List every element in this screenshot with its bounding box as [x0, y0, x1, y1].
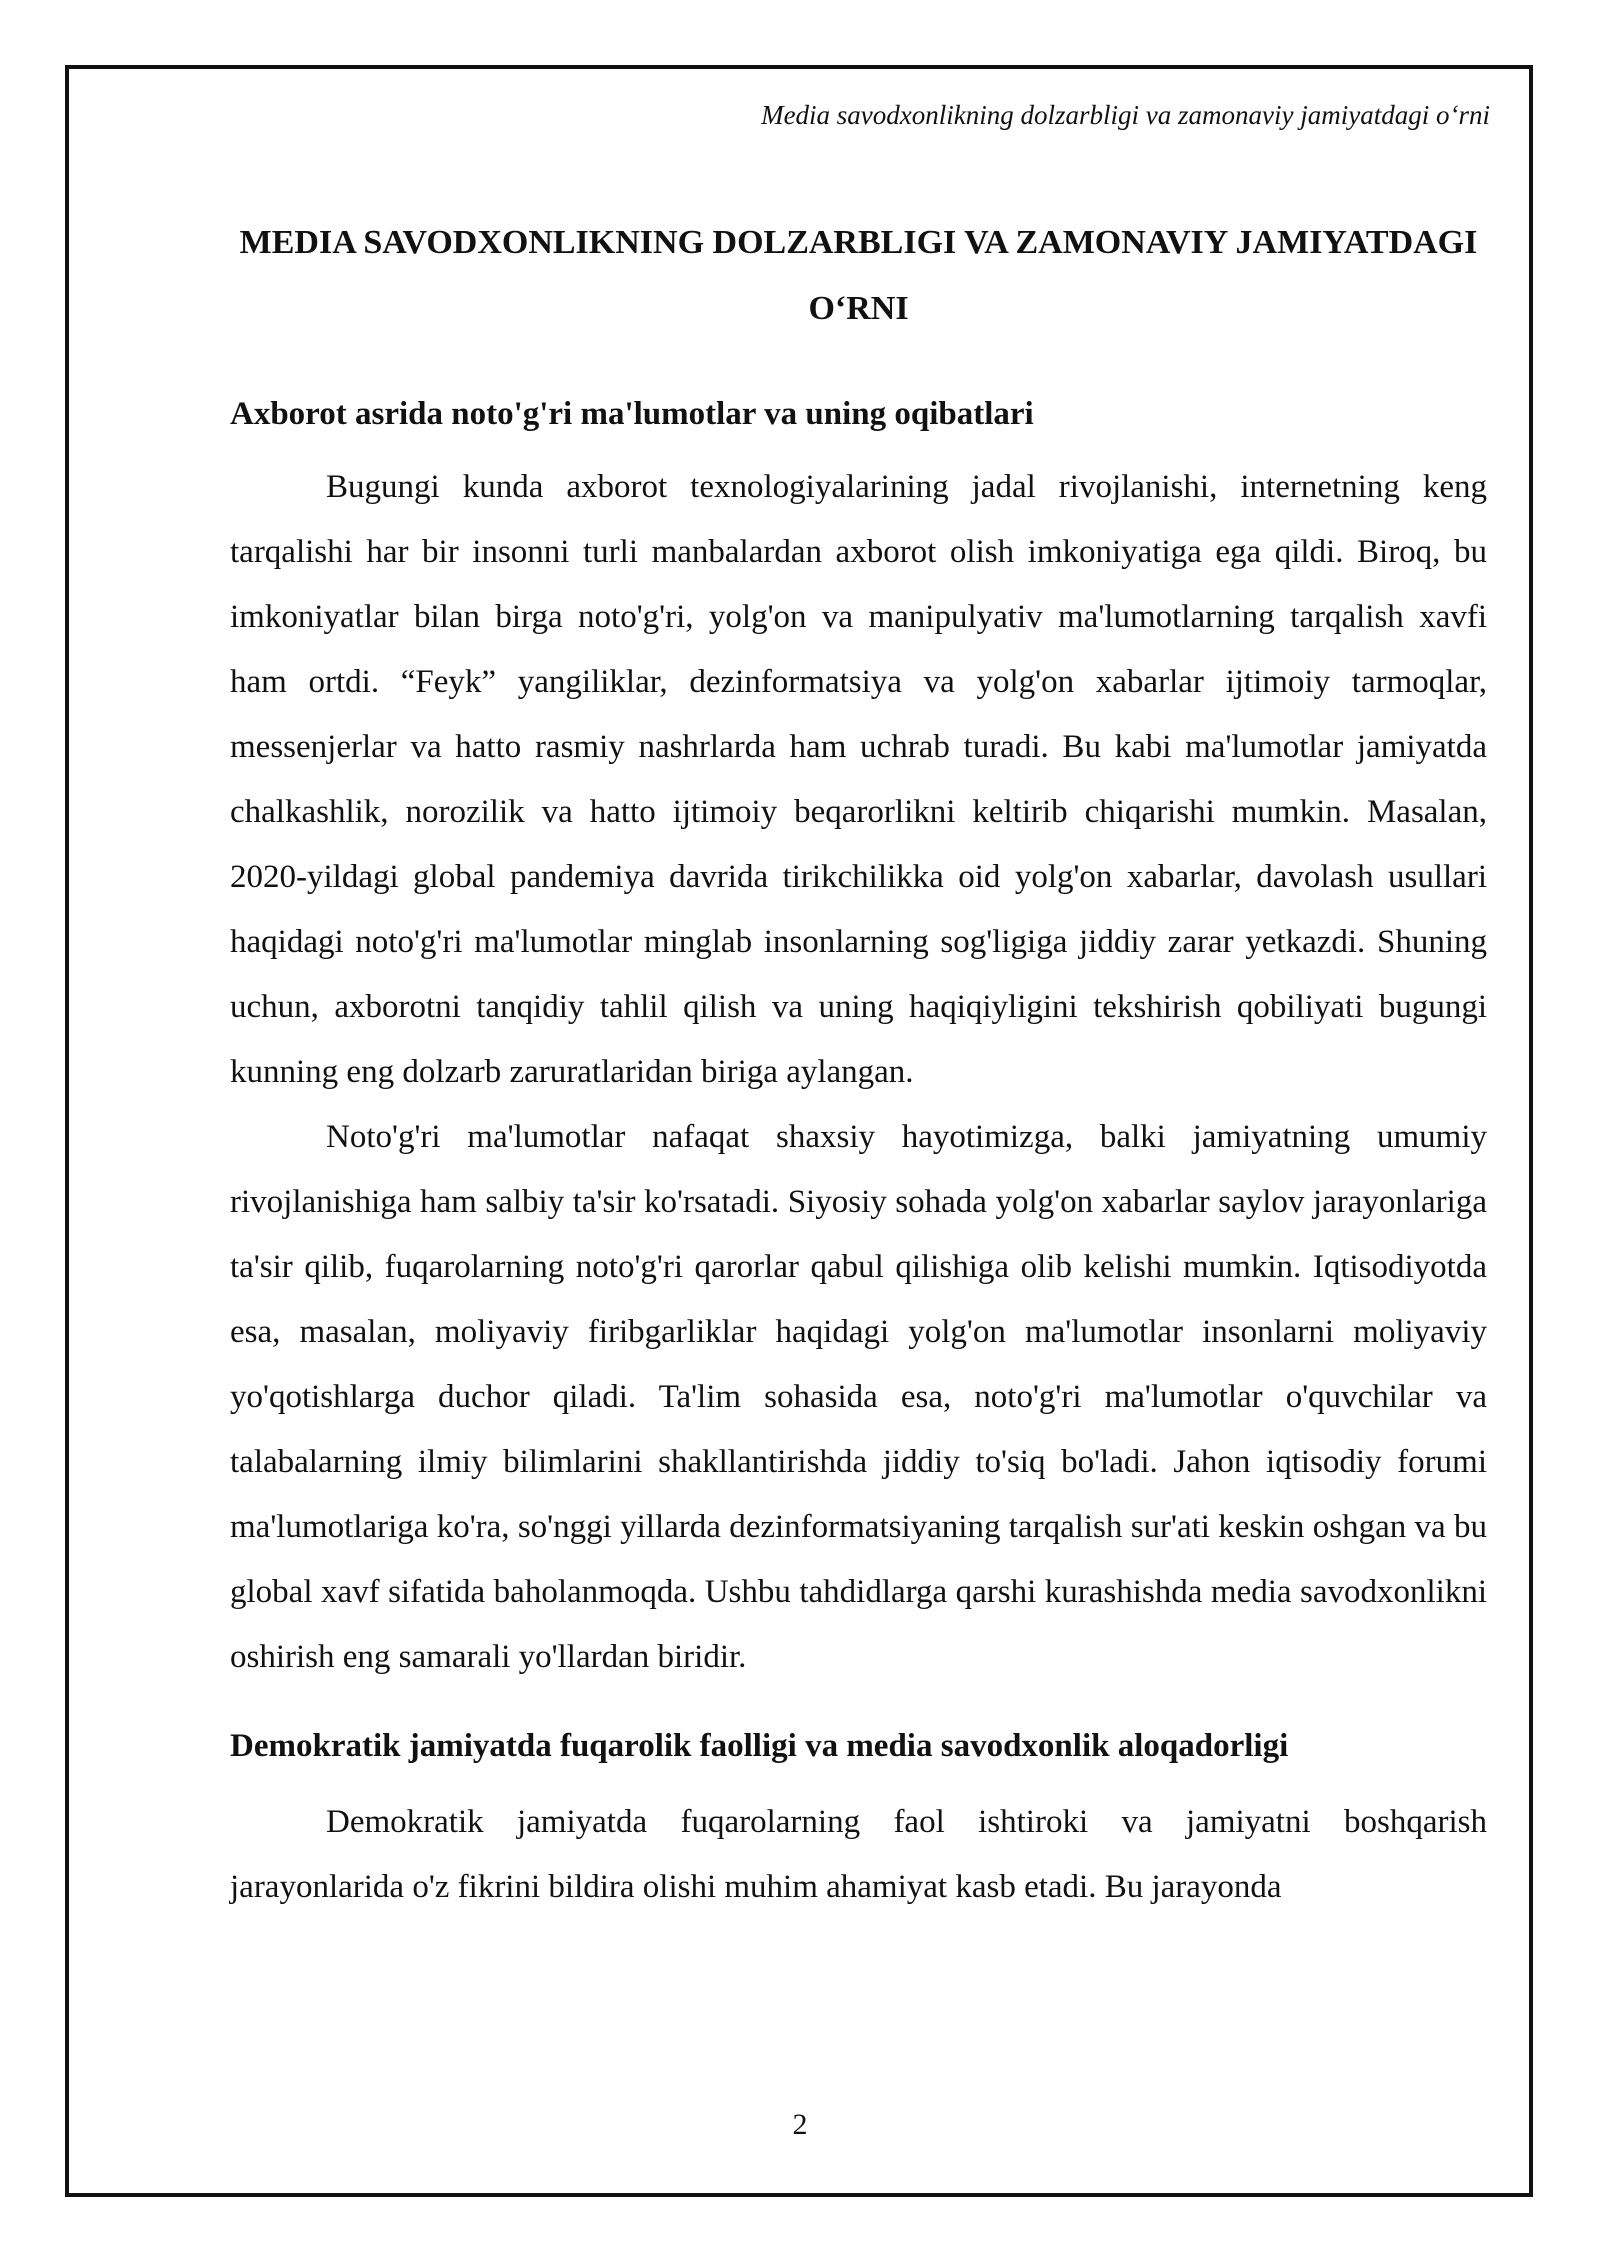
paragraph: Demokratik jamiyatda fuqarolarning faol ishtiroki va jamiyatni boshqarish jarayonlarida o'z fikrini bildira olishi muhim ahamiyat kasb etadi. Bu jarayonda — [230, 1804, 1487, 1905]
document-body — [230, 210, 1487, 1920]
paragraph: Noto'g'ri ma'lumotlar nafaqat shaxsiy hayotimizga, balki jamiyatning umumiy rivojlanishiga ham salbiy ta'sir ko'rsatadi. Siyosiy sohada yolg'on xabarlar saylov jarayonlariga ta'sir qilib, fuqarolarning noto'g'ri qarorlar qabul qilishiga olib kelishi mumkin. Iqtisodiyotda esa, masalan, moliyaviy firibgarliklar haqidagi yolg'on ma'lumotlar insonlarni moliyaviy yo'qotishlarga duchor qiladi. Ta'lim sohasida esa, noto'g'ri ma'lumotlar o'quvchilar va talabalarning ilmiy bilimlarini shakllantirishda jiddiy to'siq bo'ladi. Jahon iqtisodiy forumi ma'lumotlariga ko'ra, so'nggi yillarda dezinformatsiyaning tarqalish sur'ati keskin oshgan va bu global xavf sifatida baholanmoqda. Ushbu tahdidlarga qarshi kurashishda media savodxonlikni oshirish eng samarali yo'llardan biridir. — [230, 1119, 1487, 1675]
section-heading-misinformation: Axborot asrida noto'g'ri ma'lumotlar va uning oqibatlari — [230, 396, 1034, 432]
paragraph: Bugungi kunda axborot texnologiyalarining jadal rivojlanishi, internetning keng tarqalishi har bir insonni turli manbalardan axborot olish imkoniyatiga ega qildi. Biroq, bu imkoniyatlar bilan birga noto'g'ri, yolg'on va manipulyativ ma'lumotlarning tarqalish xavfi ham ortdi. “Feyk” yangiliklar, dezinformatsiya va yolg'on xabarlar ijtimoiy tarmoqlar, messenjerlar va hatto rasmiy nashrlarda ham uchrab turadi. Bu kabi ma'lumotlar jamiyatda chalkashlik, norozilik va hatto ijtimoiy beqarorlikni keltirib chiqarishi mumkin. Masalan, 2020-yildagi global pandemiya davrida tirikchilikka oid yolg'on xabarlar, davolash usullari haqidagi noto'g'ri ma'lumotlar minglab insonlarning sog'ligiga jiddiy zarar yetkazdi. Shuning uchun, axborotni tanqidiy tahlil qilish va uning haqiqiyligini tekshirish qobiliyati bugungi kunning eng dolzarb zaruratlaridan biriga aylangan. — [230, 469, 1487, 1090]
section-heading-civic-activity: Demokratik jamiyatda fuqarolik faolligi va media savodxonlik aloqadorligi — [230, 1728, 1289, 1764]
page-number: 2 — [792, 2108, 808, 2141]
document-title: MEDIA SAVODXONLIKNING DOLZARBLIGI VA ZAMONAVIY JAMIYATDAGI O‘RNI — [239, 224, 1478, 327]
running-header: Media savodxonlikning dolzarbligi va zamonaviy jamiyatdagi o‘rni — [761, 100, 1490, 130]
